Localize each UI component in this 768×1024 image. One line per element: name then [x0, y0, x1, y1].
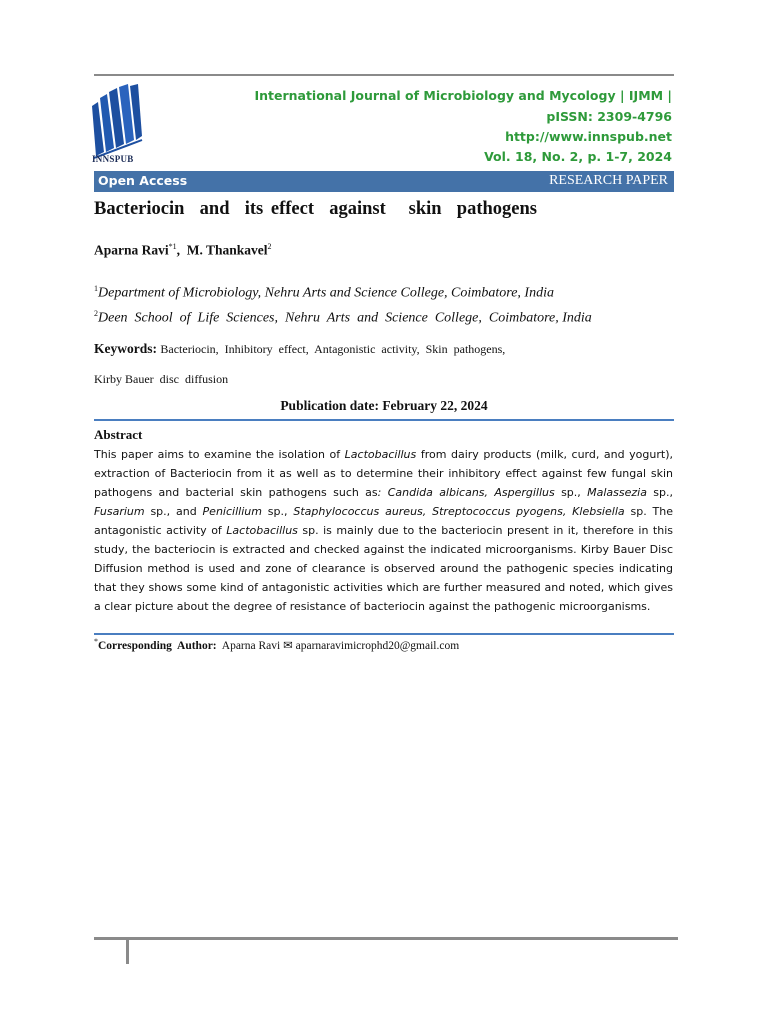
abstract-text: sp. is mainly due to the bacteriocin present in it, therefore in this study, the bacteriocin is extracted and checked against the indicated microorganisms. Kirby Bauer Disc Diffusion method is used and zone of clearance is observed around the pathogenic species indicating that they shows some kind of antagonistic activities which are further measured and noted, which gives a clear picture about the degree of resistance of bacteriocin against the pathogenic microorganisms.	[94, 524, 673, 613]
rule-above-abstract	[94, 419, 674, 421]
author-2-sup: 2	[267, 242, 272, 251]
corresponding-email[interactable]: aparnaravimicrophd20@gmail.com	[295, 639, 460, 652]
corresponding-author	[94, 637, 459, 652]
corresponding-name: Aparna Ravi	[221, 639, 281, 652]
abstract-text: sp.,	[646, 486, 674, 499]
affiliation-2-text: Deen School of Life Sciences, Nehru Arts and Science College, Coimbatore, India	[98, 310, 592, 326]
abstract-italic: Fusarium	[94, 505, 145, 518]
issn: pISSN: 2309-4796	[546, 109, 672, 124]
abstract-italic: Lactobacillus	[226, 524, 298, 537]
author-list	[94, 242, 272, 259]
abstract-heading: Abstract	[94, 427, 143, 442]
author-2: M. Thankavel	[186, 242, 268, 258]
keywords	[94, 341, 505, 357]
author-separator: ,	[176, 242, 187, 258]
top-rule	[94, 74, 674, 76]
abstract-text: sp. The antagonistic activity of	[94, 505, 673, 537]
abstract-text: sp.,	[261, 505, 294, 518]
publication-date: Publication date: February 22, 2024	[280, 398, 488, 413]
rule-below-abstract	[94, 633, 674, 635]
logo-text: INNSPUB	[92, 154, 134, 164]
author-1: Aparna Ravi	[94, 242, 169, 258]
affiliation-2	[94, 309, 592, 327]
abstract-text: from dairy products (milk, curd, and yogurt), extraction of Bacteriocin from it as well as to determine their inhibitory effect against few fungal skin pathogens and bacterial skin pathogens such as	[94, 448, 673, 499]
envelope-icon: ✉	[283, 639, 293, 652]
keywords-label: Keywords:	[94, 341, 157, 356]
abstract-italic: Penicillium	[202, 505, 262, 518]
author-1-sup: *1	[168, 242, 177, 251]
footer-rule	[94, 937, 678, 940]
volume-info: Vol. 18, No. 2, p. 1-7, 2024	[484, 149, 672, 164]
footer-vertical-rule	[126, 940, 129, 964]
abstract-italic: : Candida albicans, Aspergillus	[377, 486, 555, 499]
journal-name: International Journal of Microbiology and Mycology | IJMM |	[254, 88, 672, 103]
paper-title: Bacteriocin and its effect against skin pathogens	[94, 199, 537, 219]
keywords-line-1: Bacteriocin, Inhibitory effect, Antagonistic activity, Skin pathogens,	[160, 342, 506, 356]
paper-type-label: RESEARCH PAPER	[549, 173, 668, 188]
affiliation-1	[94, 284, 554, 302]
affiliation-1-sup: 1	[94, 284, 98, 293]
abstract-body	[94, 445, 673, 616]
abstract-text: This paper aims to examine the isolation of	[94, 448, 345, 461]
abstract-italic: Staphylococcus aureus, Streptococcus pyogens, Klebsiella	[293, 505, 625, 518]
corresponding-label: Corresponding Author:	[98, 639, 217, 652]
keywords-line-2: Kirby Bauer disc diffusion	[94, 372, 229, 386]
open-access-label: Open Access	[98, 173, 188, 188]
abstract-text: sp.,	[554, 486, 588, 499]
journal-url[interactable]: http://www.innspub.net	[505, 129, 672, 144]
affiliation-1-text: Department of Microbiology, Nehru Arts and Science College, Coimbatore, India	[98, 285, 554, 301]
affiliation-2-sup: 2	[94, 309, 98, 318]
abstract-italic: Malassezia	[587, 486, 647, 499]
abstract-italic: Lactobacillus	[344, 448, 417, 461]
abstract-text: sp., and	[144, 505, 203, 518]
corresponding-star: *	[94, 637, 98, 646]
